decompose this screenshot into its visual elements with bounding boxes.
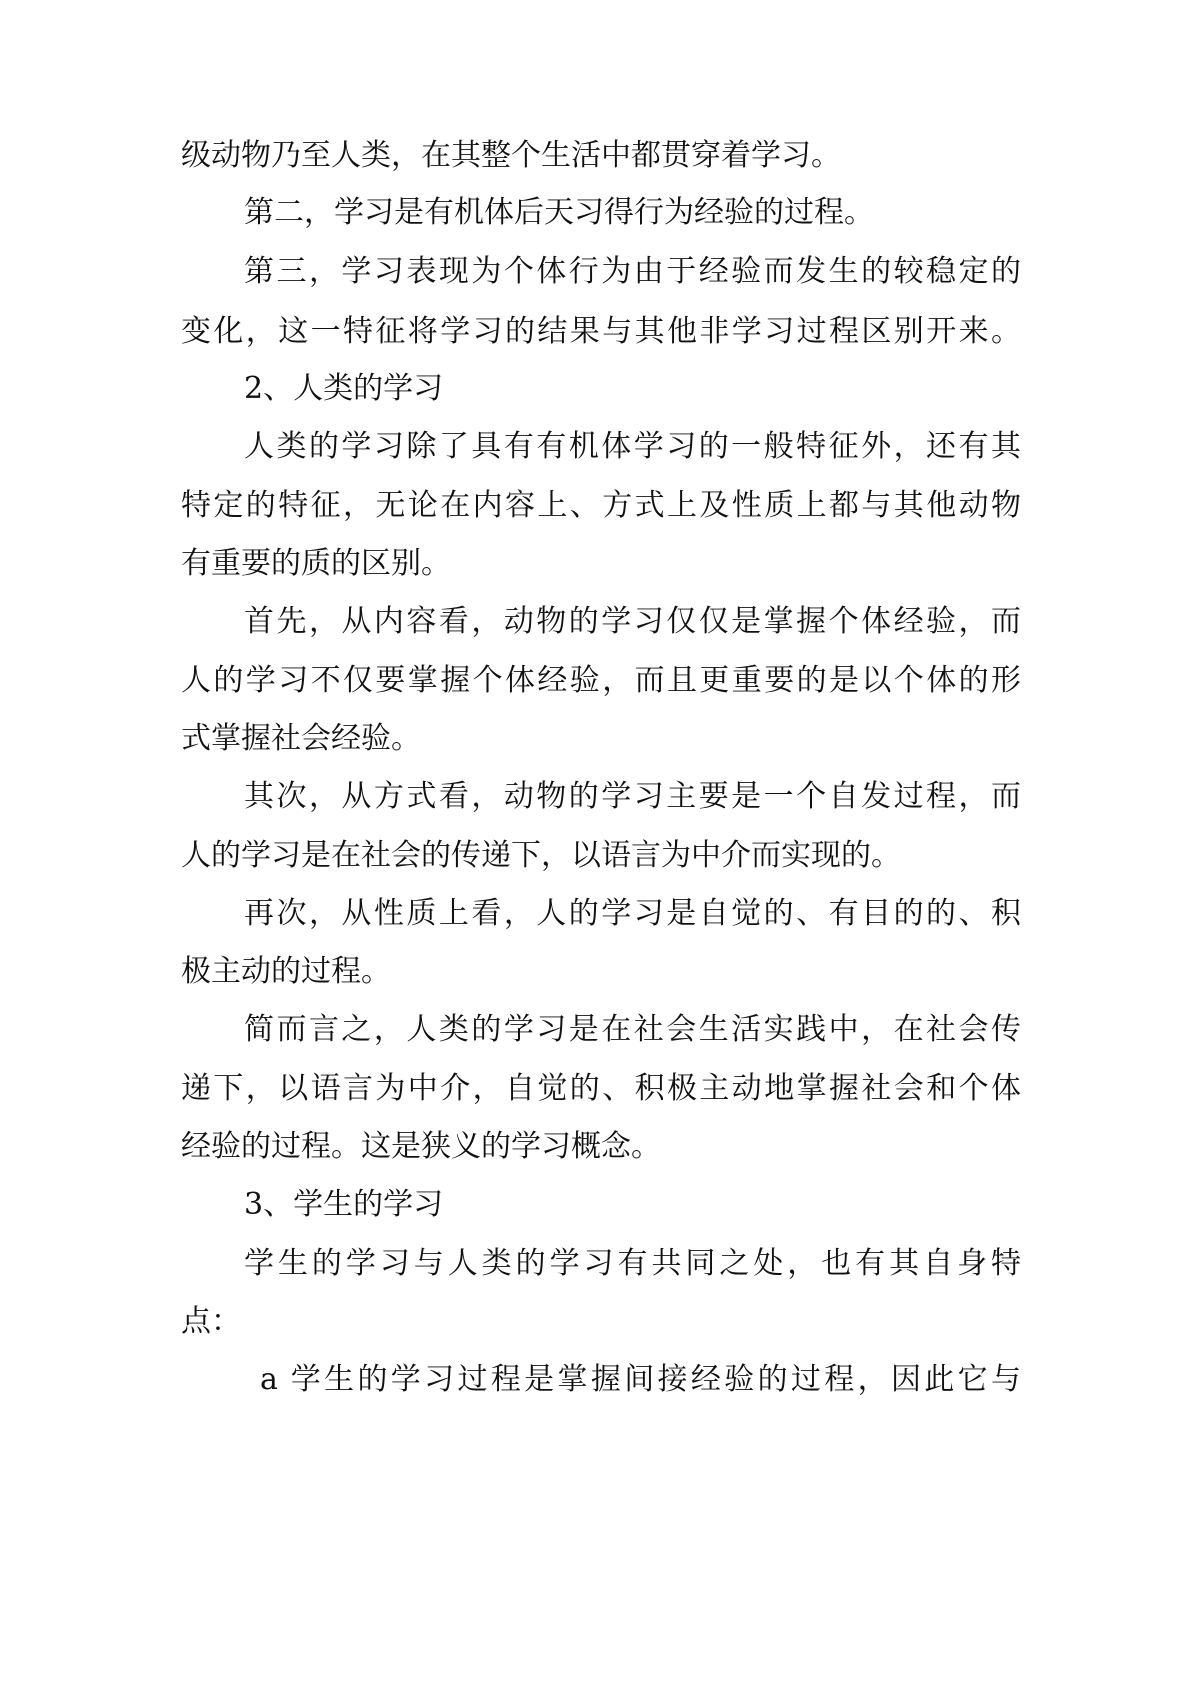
text-line: 经验的过程。这是狭义的学习概念。 xyxy=(181,1129,661,1164)
text-line: 再次，从性质上看，人的学习是自觉的、有目的的、积 xyxy=(244,896,1021,931)
text-line: 式掌握社会经验。 xyxy=(181,721,421,756)
text-line: 第三，学习表现为个体行为由于经验而发生的较稳定的 xyxy=(244,254,1021,289)
text-line: 学生的学习与人类的学习有共同之处，也有其自身特 xyxy=(244,1246,1021,1281)
text-line: 人的学习不仅要掌握个体经验，而且更重要的是以个体的形 xyxy=(181,663,1021,698)
text-line: 人的学习是在社会的传递下，以语言为中介而实现的。 xyxy=(181,838,901,873)
text-line: 第二，学习是有机体后天习得行为经验的过程。 xyxy=(244,195,874,230)
text-line: 有重要的质的区别。 xyxy=(181,546,451,581)
text-line: 其次，从方式看，动物的学习主要是一个自发过程，而 xyxy=(244,779,1021,814)
text-line: 首先，从内容看，动物的学习仅仅是掌握个体经验，而 xyxy=(244,604,1021,639)
text-line: 点： xyxy=(181,1304,241,1339)
text-line: 递下，以语言为中介，自觉的、积极主动地掌握社会和个体 xyxy=(181,1071,1021,1106)
text-line: 简而言之，人类的学习是在社会生活实践中，在社会传 xyxy=(244,1012,1021,1047)
text-line: a 学生的学习过程是掌握间接经验的过程，因此它与 xyxy=(260,1362,1021,1397)
text-line: 级动物乃至人类，在其整个生活中都贯穿着学习。 xyxy=(181,138,841,173)
text-line: 特定的特征，无论在内容上、方式上及性质上都与其他动物 xyxy=(181,488,1021,523)
section-heading: 3、学生的学习 xyxy=(244,1187,444,1222)
text-line: 极主动的过程。 xyxy=(181,954,391,989)
section-heading: 2、人类的学习 xyxy=(244,371,444,406)
text-line: 人类的学习除了具有有机体学习的一般特征外，还有其 xyxy=(244,429,1021,464)
text-line: 变化，这一特征将学习的结果与其他非学习过程区别开来。 xyxy=(181,314,1021,349)
